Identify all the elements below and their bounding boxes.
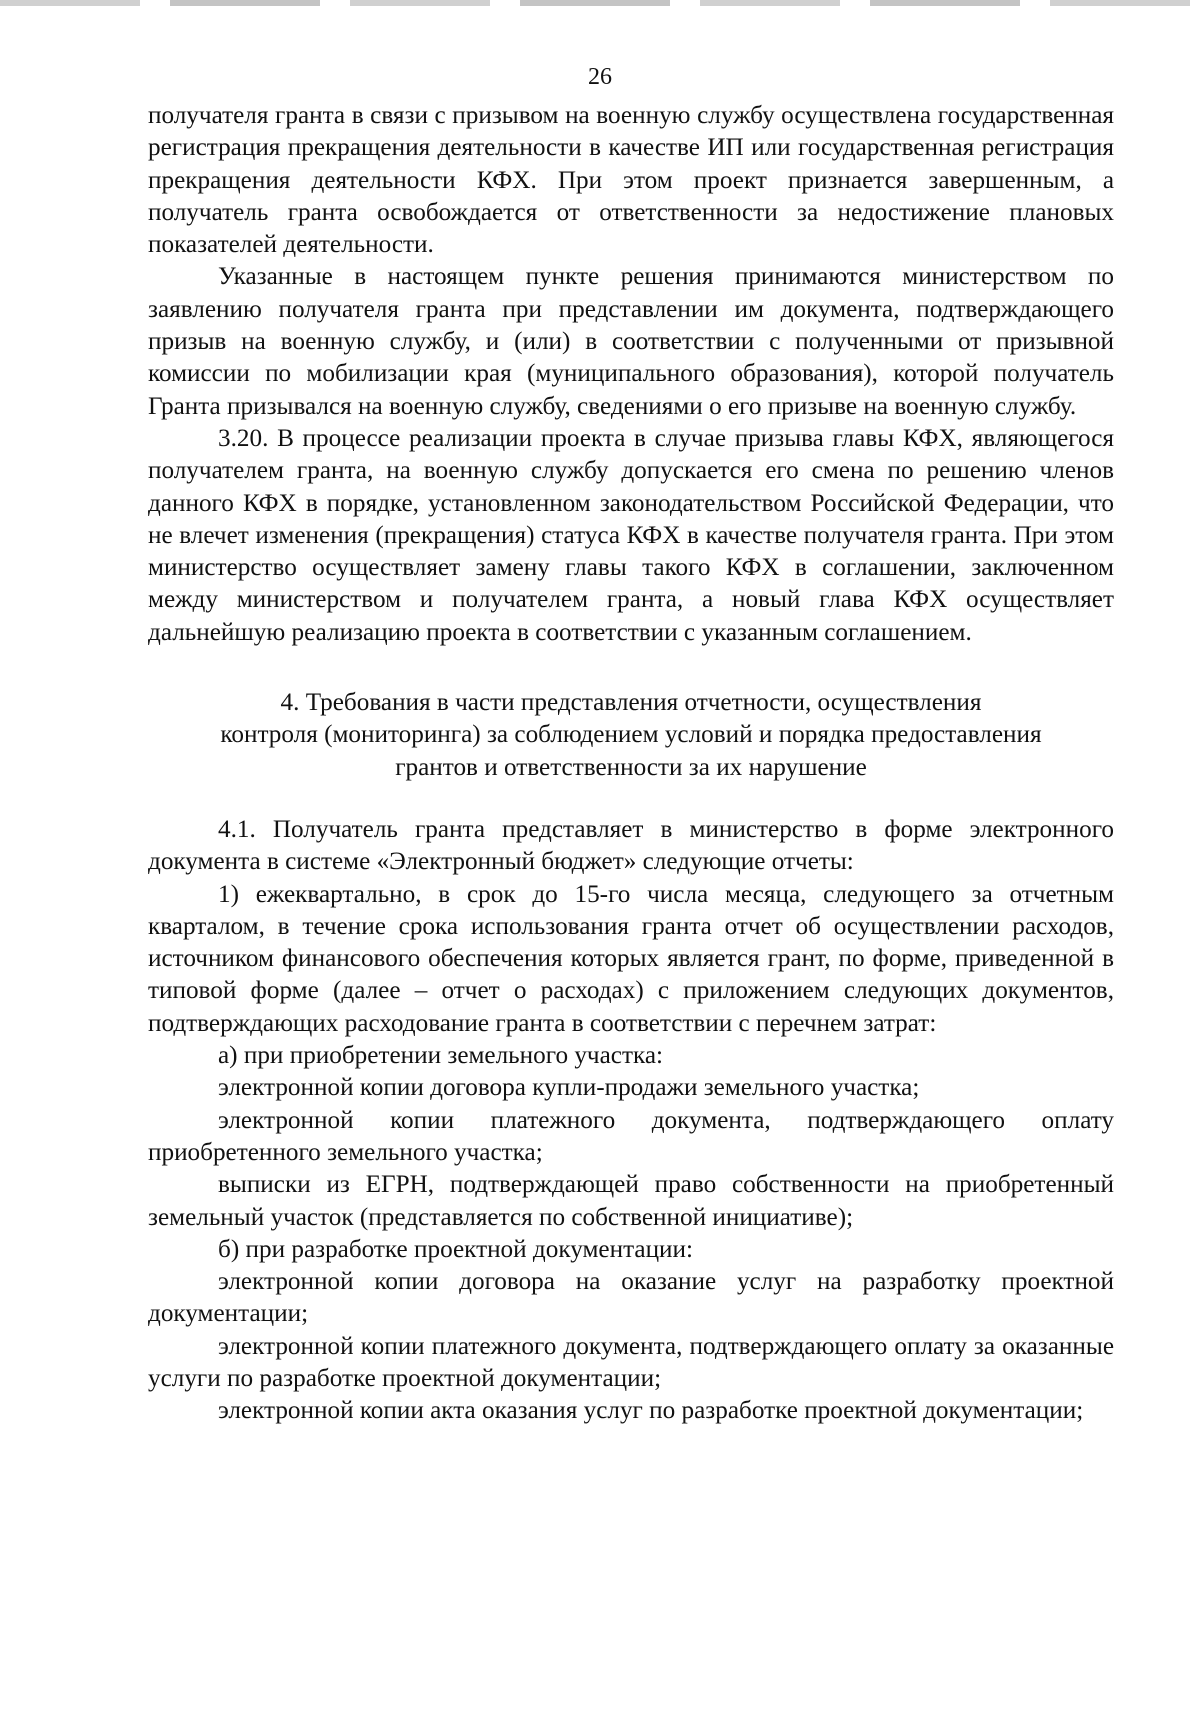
- list-item: электронной копии договора купли-продажи земельного участка;: [218, 1074, 920, 1102]
- list-item: электронной копии договора на оказание услуг на разработку проектной документации;: [148, 1268, 1114, 1328]
- section-heading: [148, 687, 1114, 784]
- list-item: а) при приобретении земельного участка:: [218, 1042, 663, 1070]
- paragraph: Указанные в настоящем пункте решения принимаются министерством по заявлению получателя гранта при представлении им документа, подтверждающего призыв на военную службу, и (или) в соответствии с полученными от призывной комиссии по мобилизации края (муниципального образования), которой получатель Гранта призывался на военную службу, сведениями о его призыве на военную службу.: [148, 263, 1114, 420]
- section-heading-line: 4. Требования в части представления отчетности, осуществления: [280, 689, 982, 717]
- list-item: электронной копии платежного документа, подтверждающего оплату приобретенного земельного участка;: [148, 1106, 1114, 1166]
- section-heading-line: грантов и ответственности за их нарушение: [395, 753, 867, 781]
- list-item: б) при разработке проектной документации:: [218, 1235, 694, 1263]
- page-number: 26: [588, 64, 612, 90]
- list-item: выписки из ЕГРН, подтверждающей право собственности на приобретенный земельный участок (представляется по собственной инициативе);: [148, 1171, 1114, 1231]
- paragraph: получателя гранта в связи с призывом на военную службу осуществлена государственная регистрация прекращения деятельности в качестве ИП или государственная регистрация прекращения деятельности КФХ. При этом проект признается завершенным, а получатель гранта освобождается от ответственности за недостижение плановых показателей деятельности.: [148, 102, 1114, 259]
- scan-edge-artifact: [0, 0, 1200, 6]
- list-item: электронной копии платежного документа, подтверждающего оплату за оказанные услуги по разработке проектной документации;: [148, 1332, 1114, 1392]
- paragraph: 1) ежеквартально, в срок до 15-го числа месяца, следующего за отчетным кварталом, в течение срока использования гранта отчет об осуществлении расходов, источником финансового обеспечения которых является грант, по форме, приведенной в типовой форме (далее – отчет о расходах) с приложением следующих документов, подтверждающих расходование гранта в соответствии с перечнем затрат:: [148, 880, 1114, 1037]
- paragraph: 4.1. Получатель гранта представляет в министерство в форме электронного документа в системе «Электронный бюджет» следующие отчеты:: [148, 815, 1114, 876]
- list-item: электронной копии акта оказания услуг по разработке проектной документации;: [218, 1397, 1084, 1425]
- paragraph: 3.20. В процессе реализации проекта в случае призыва главы КФХ, являющегося получателем гранта, на военную службу допускается его смена по решению членов данного КФХ в порядке, установленном законодательством Российской Федерации, что не влечет изменения (прекращения) статуса КФХ в качестве получателя гранта. При этом министерство осуществляет замену главы такого КФХ в соглашении, заключенном между министерством и получателем гранта, а новый глава КФХ осуществляет дальнейшую реализацию проекта в соответствии с указанным соглашением.: [148, 424, 1114, 646]
- document-body: [148, 100, 1114, 1428]
- section-heading-line: контроля (мониторинга) за соблюдением условий и порядка предоставления: [220, 721, 1042, 749]
